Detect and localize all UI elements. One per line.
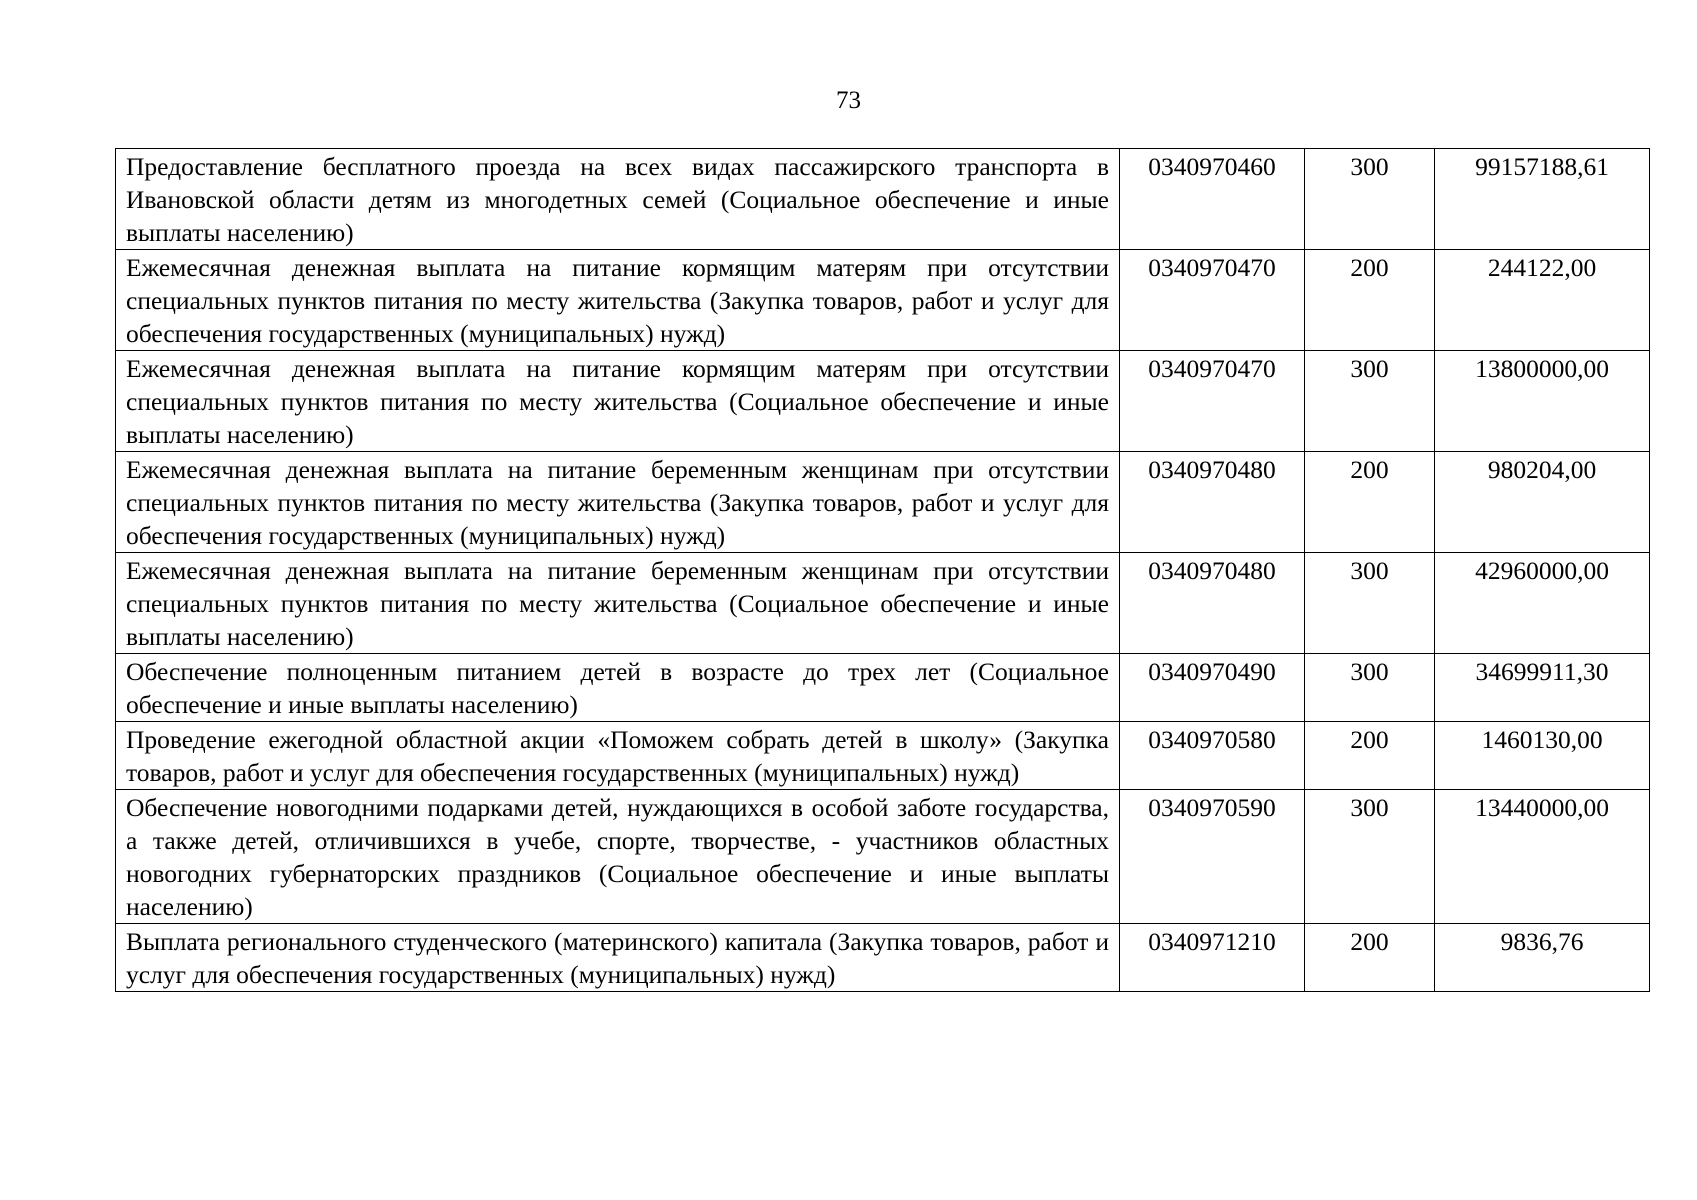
row-sum: 13440000,00 xyxy=(1435,790,1650,924)
row-type: 200 xyxy=(1305,722,1435,790)
row-sum: 13800000,00 xyxy=(1435,351,1650,452)
row-name: Обеспечение полноценным питанием детей в возрасте до трех лет (Социальное обеспечение и иные выплаты населению) xyxy=(116,654,1120,722)
row-name: Обеспечение новогодними подарками детей, нуждающихся в особой заботе государства, а также детей, отличившихся в учебе, спорте, творчестве, - участников областных новогодних губернаторских праздников (Социальное обеспечение и иные выплаты населению) xyxy=(116,790,1120,924)
row-type: 200 xyxy=(1305,924,1435,992)
row-code: 0340970470 xyxy=(1120,250,1305,351)
row-name: Ежемесячная денежная выплата на питание кормящим матерям при отсутствии специальных пунктов питания по месту жительства (Закупка товаров, работ и услуг для обеспечения государственных (муниципальных) нужд) xyxy=(116,250,1120,351)
row-code: 0340970460 xyxy=(1120,149,1305,250)
table-row xyxy=(116,722,1650,790)
row-type: 200 xyxy=(1305,452,1435,553)
row-sum: 42960000,00 xyxy=(1435,553,1650,654)
row-type: 300 xyxy=(1305,351,1435,452)
row-name: Ежемесячная денежная выплата на питание беременным женщинам при отсутствии специальных пунктов питания по месту жительства (Закупка товаров, работ и услуг для обеспечения государственных (муниципальных) нужд) xyxy=(116,452,1120,553)
row-code: 0340970480 xyxy=(1120,553,1305,654)
table-row xyxy=(116,654,1650,722)
row-sum: 1460130,00 xyxy=(1435,722,1650,790)
table-row xyxy=(116,250,1650,351)
row-type: 300 xyxy=(1305,553,1435,654)
table-row xyxy=(116,452,1650,553)
row-name: Предоставление бесплатного проезда на всех видах пассажирского транспорта в Ивановской области детям из многодетных семей (Социальное обеспечение и иные выплаты населению) xyxy=(116,149,1120,250)
row-type: 300 xyxy=(1305,654,1435,722)
row-name: Ежемесячная денежная выплата на питание кормящим матерям при отсутствии специальных пунктов питания по месту жительства (Социальное обеспечение и иные выплаты населению) xyxy=(116,351,1120,452)
row-name: Выплата регионального студенческого (материнского) капитала (Закупка товаров, работ и услуг для обеспечения государственных (муниципальных) нужд) xyxy=(116,924,1120,992)
row-type: 200 xyxy=(1305,250,1435,351)
page-number: 73 xyxy=(836,87,861,114)
table-row xyxy=(116,553,1650,654)
row-name: Проведение ежегодной областной акции «Поможем собрать детей в школу» (Закупка товаров, работ и услуг для обеспечения государственных (муниципальных) нужд) xyxy=(116,722,1120,790)
row-type: 300 xyxy=(1305,790,1435,924)
table-row xyxy=(116,924,1650,992)
row-code: 0340971210 xyxy=(1120,924,1305,992)
row-type: 300 xyxy=(1305,149,1435,250)
table-row xyxy=(116,149,1650,250)
row-code: 0340970470 xyxy=(1120,351,1305,452)
table-row xyxy=(116,351,1650,452)
row-code: 0340970590 xyxy=(1120,790,1305,924)
row-sum: 9836,76 xyxy=(1435,924,1650,992)
row-code: 0340970490 xyxy=(1120,654,1305,722)
row-sum: 244122,00 xyxy=(1435,250,1650,351)
table-row xyxy=(116,790,1650,924)
row-sum: 99157188,61 xyxy=(1435,149,1650,250)
row-sum: 34699911,30 xyxy=(1435,654,1650,722)
row-code: 0340970480 xyxy=(1120,452,1305,553)
budget-table xyxy=(115,148,1650,992)
row-code: 0340970580 xyxy=(1120,722,1305,790)
row-sum: 980204,00 xyxy=(1435,452,1650,553)
row-name: Ежемесячная денежная выплата на питание беременным женщинам при отсутствии специальных пунктов питания по месту жительства (Социальное обеспечение и иные выплаты населению) xyxy=(116,553,1120,654)
